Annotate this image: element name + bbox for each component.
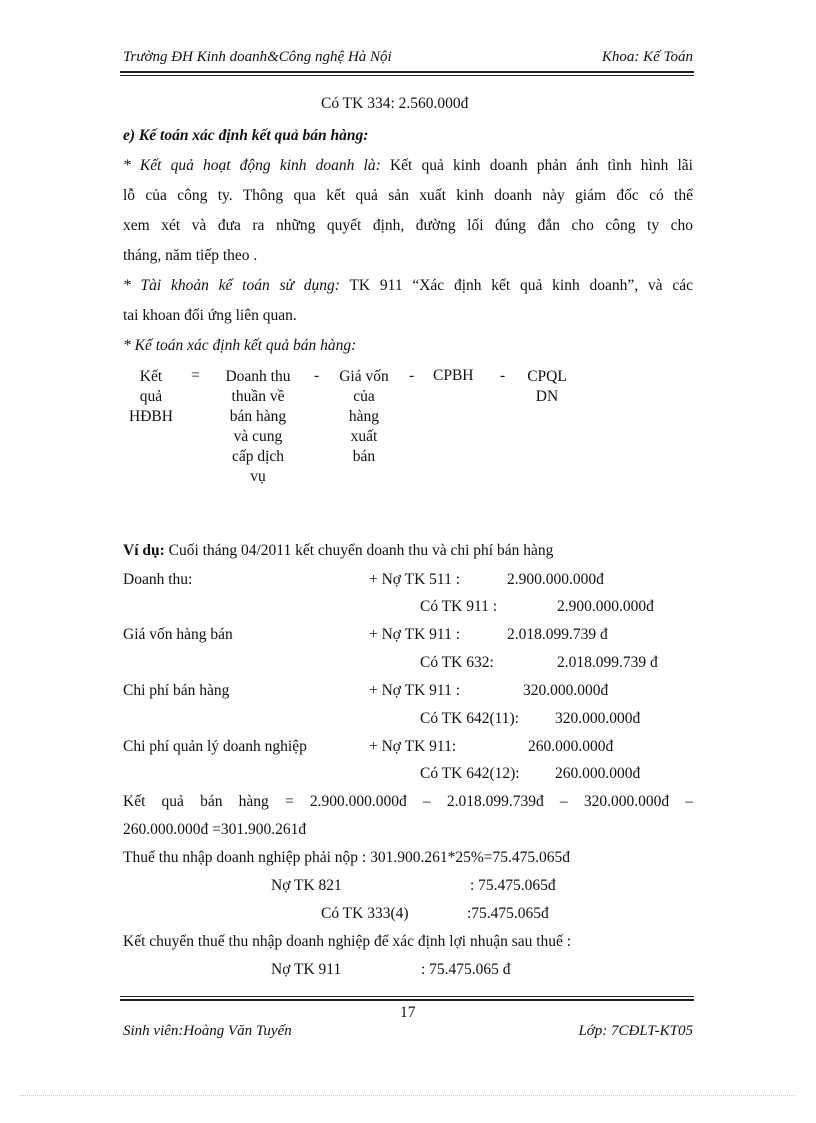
- transfer-debit: Nợ TK 911: [271, 961, 342, 978]
- entry-debit-amount: 2.900.000.000đ: [507, 571, 604, 588]
- entry-debit: + Nợ TK 911:: [369, 738, 457, 755]
- transfer-line: Kết chuyển thuế thu nhập doanh nghiệp để xác định lợi nhuận sau thuế :: [123, 933, 572, 950]
- formula-cogs: [332, 367, 396, 467]
- formula-minus-3: -: [500, 367, 506, 384]
- entry-credit-amount: 2.018.099.739 đ: [557, 654, 658, 671]
- formula-cogs-line: Giá vốn: [339, 368, 389, 385]
- entry-debit-amount: 260.000.000đ: [528, 738, 614, 755]
- formula-result-line: quả: [139, 388, 163, 405]
- footer-student: Sinh viên:Hoàng Văn Tuyến: [123, 1023, 292, 1039]
- example-text: Cuối tháng 04/2011 kết chuyển doanh thu và chi phí bán hàng: [168, 542, 554, 559]
- formula-cogs-line: xuất: [350, 428, 378, 445]
- footer-class: Lớp: 7CĐLT-KT05: [578, 1023, 693, 1039]
- tax-credit: Có TK 333(4): [321, 905, 409, 922]
- tax-debit: Nợ TK 821: [271, 877, 342, 894]
- paragraph-3-label: * Kế toán xác định kết quả bán hàng:: [123, 337, 357, 354]
- footer-rule-thin: [120, 996, 694, 997]
- header-rule: [120, 71, 694, 73]
- example-label: Ví dụ:: [123, 542, 165, 559]
- paragraph-2-line-2: tai khoan đối ứng liên quan.: [123, 307, 297, 324]
- formula-result: [123, 367, 179, 427]
- formula-revenue-line: bán hàng: [229, 408, 287, 425]
- footer-rule: [120, 999, 694, 1001]
- formula-equals: =: [191, 367, 200, 384]
- entry-credit: Có TK 632:: [420, 654, 494, 671]
- page-edge-divider: [20, 1095, 796, 1096]
- tax-line: Thuế thu nhập doanh nghiệp phải nộp : 301.900.261*25%=75.475.065đ: [123, 849, 570, 866]
- formula-revenue: [214, 367, 302, 487]
- formula-selling: CPBH: [433, 367, 474, 384]
- entry-label: Chi phí quản lý doanh nghiệp: [123, 738, 307, 755]
- formula-admin-line: DN: [535, 388, 559, 405]
- entry-credit-amount: 2.900.000.000đ: [557, 598, 654, 615]
- paragraph-2-label: * Tài khoản kế toán sử dụng:: [123, 277, 340, 294]
- tax-credit-amount: :75.475.065đ: [467, 905, 549, 922]
- entry-credit-amount: 320.000.000đ: [555, 710, 641, 727]
- formula-revenue-line: vụ: [250, 468, 266, 485]
- page-number: 17: [400, 1004, 416, 1021]
- formula-minus-2: -: [409, 367, 415, 384]
- tax-debit-amount: : 75.475.065đ: [470, 877, 556, 894]
- entry-label: Chi phí bán hàng: [123, 682, 230, 699]
- formula-admin-line: CPQL: [527, 368, 567, 385]
- entry-debit: + Nợ TK 911 :: [369, 626, 460, 643]
- entry-debit-amount: 2.018.099.739 đ: [507, 626, 608, 643]
- entry-label: Doanh thu:: [123, 571, 193, 588]
- entry-credit: Có TK 642(11):: [420, 710, 520, 727]
- paragraph-1-text: Kết quả kinh doanh phản ánh tình hình lãi: [389, 157, 693, 174]
- entry-debit: + Nợ TK 911 :: [369, 682, 460, 699]
- formula-revenue-line: thuần về: [231, 388, 285, 405]
- paragraph-1-line-3: xem xét và đưa ra những quyết định, đường lối đúng đắn cho công ty cho: [123, 217, 693, 234]
- section-heading: e) Kế toán xác định kết quả bán hàng:: [123, 127, 369, 144]
- line-credit-334: Có TK 334: 2.560.000đ: [321, 95, 469, 112]
- paragraph-1-label: * Kết quả hoạt động kinh doanh là:: [123, 157, 381, 174]
- paragraph-2-text: TK 911 “Xác định kết quả kinh doanh”, và các: [349, 277, 693, 294]
- paragraph-2-line-1: [123, 277, 693, 295]
- formula-cogs-line: hàng: [348, 408, 380, 425]
- entry-credit-amount: 260.000.000đ: [555, 765, 641, 782]
- header-school: Trường ĐH Kinh doanh&Công nghệ Hà Nội: [123, 49, 392, 65]
- formula-result-line: HĐBH: [129, 408, 173, 425]
- entry-credit: Có TK 642(12):: [420, 765, 520, 782]
- example-line: [123, 542, 553, 560]
- formula-revenue-line: cấp dịch: [231, 448, 285, 465]
- result-line-1: Kết quả bán hàng = 2.900.000.000đ – 2.018.099.739đ – 320.000.000đ –: [123, 793, 693, 810]
- header-rule-thin: [120, 75, 694, 76]
- formula-admin: [520, 367, 574, 407]
- entry-debit-amount: 320.000.000đ: [523, 682, 609, 699]
- paragraph-1-line-4: tháng, năm tiếp theo .: [123, 247, 258, 264]
- formula-cogs-line: của: [353, 388, 375, 405]
- formula-revenue-line: và cung: [233, 428, 283, 445]
- formula-cogs-line: bán: [352, 448, 376, 465]
- entry-credit: Có TK 911 :: [420, 598, 498, 615]
- paragraph-1-line-1: [123, 157, 693, 175]
- paragraph-1-line-2: lỗ của công ty. Thông qua kết quả sản xuất kinh doanh này giám đốc có thể: [123, 187, 693, 204]
- formula-revenue-line: Doanh thu: [225, 368, 291, 385]
- result-line-2: 260.000.000đ =301.900.261đ: [123, 821, 307, 838]
- entry-debit: + Nợ TK 511 :: [369, 571, 460, 588]
- transfer-debit-amount: : 75.475.065 đ: [421, 961, 511, 978]
- entry-label: Giá vốn hàng bán: [123, 626, 233, 643]
- header-faculty: Khoa: Kế Toán: [601, 49, 693, 65]
- formula-minus-1: -: [314, 367, 320, 384]
- formula-result-line: Kết: [139, 368, 163, 385]
